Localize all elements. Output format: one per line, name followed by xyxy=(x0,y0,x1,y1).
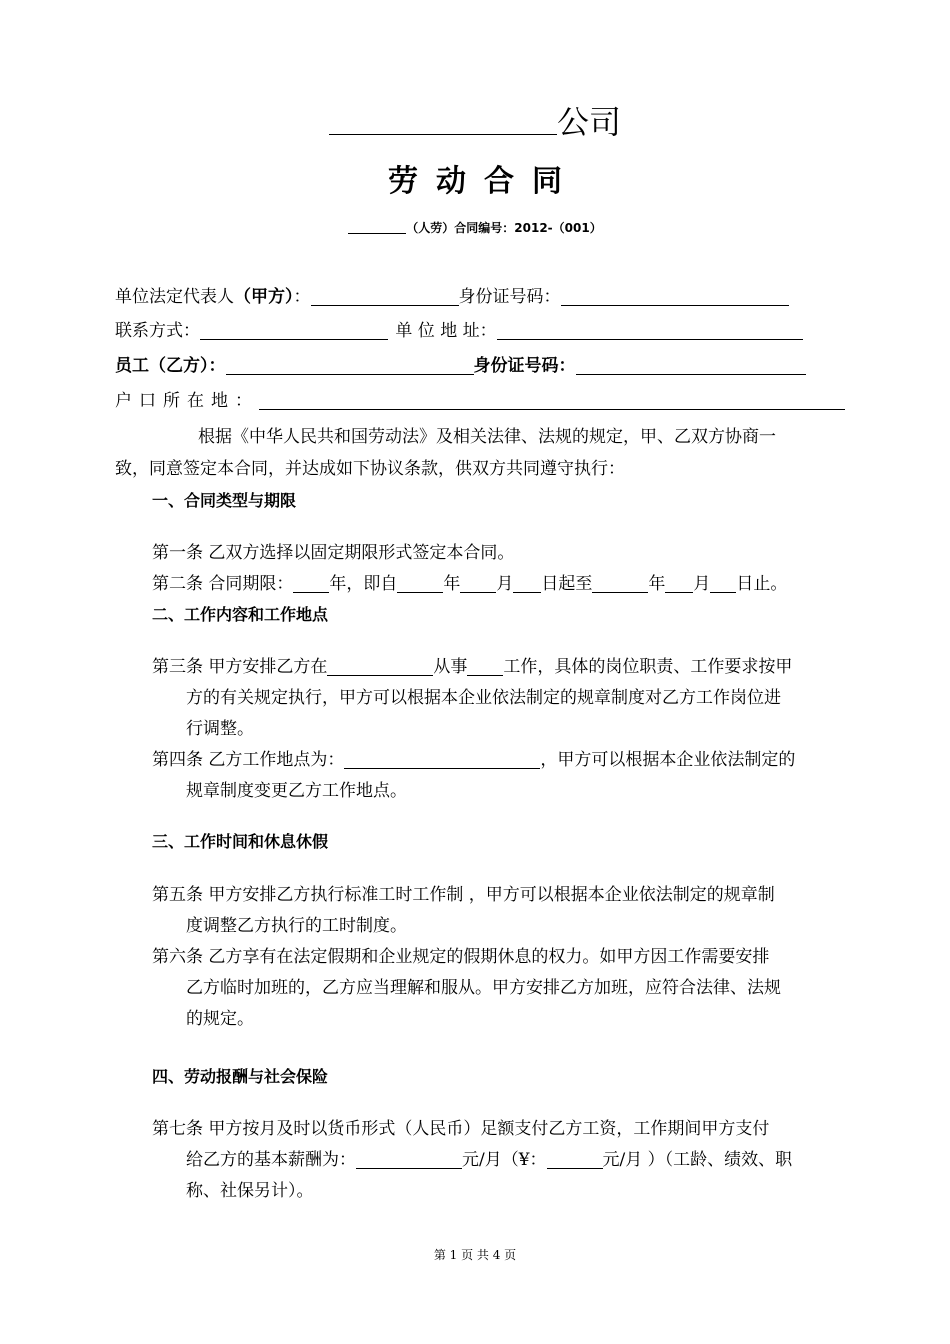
article-2-year: 年，即自 xyxy=(329,574,398,594)
company-name-line xyxy=(0,100,950,144)
employee-id-label: 身份证号码： xyxy=(473,356,576,376)
work-location-blank xyxy=(344,746,540,769)
article-3-part-3: 工作，具体的岗位职责、工作要求按甲 xyxy=(503,657,793,677)
hukou-line xyxy=(115,386,845,416)
article-2-m: 月 xyxy=(496,574,514,594)
contact-label: 联系方式： xyxy=(115,321,200,341)
hukou-blank xyxy=(259,387,845,410)
company-suffix: 公司 xyxy=(556,103,621,141)
article-7-line-2 xyxy=(186,1145,792,1175)
document-title: 劳动合同 xyxy=(388,164,580,199)
article-6-line-3: 的规定。 xyxy=(186,1009,254,1029)
rep-name-blank xyxy=(311,283,459,306)
rep-label: 单位法定代表人 xyxy=(115,287,234,307)
article-6-line-1: 第六条 乙方享有在法定假期和企业规定的假期休息的权力。如甲方因工作需要安排 xyxy=(152,947,770,967)
department-blank xyxy=(327,653,433,676)
contact-blank xyxy=(200,317,388,340)
article-4-part-2: ，甲方可以根据本企业依法制定的 xyxy=(540,750,796,770)
article-4-line-2: 规章制度变更乙方工作地点。 xyxy=(186,781,407,801)
end-year-blank xyxy=(592,570,648,593)
article-7-part-2: 元/月（¥： xyxy=(462,1150,547,1170)
section-heading-3: 三、工作时间和休息休假 xyxy=(152,832,329,851)
article-2 xyxy=(152,569,787,599)
contact-line xyxy=(115,316,803,346)
start-month-blank xyxy=(460,570,496,593)
intro-line-2: 致，同意签定本合同，并达成如下协议条款，供双方共同遵守执行： xyxy=(115,459,625,479)
article-2-y: 年 xyxy=(443,574,461,594)
rep-id-label: 身份证号码： xyxy=(458,287,561,307)
article-2-y2: 年 xyxy=(648,574,666,594)
address-blank xyxy=(497,317,803,340)
employee-id-blank xyxy=(576,352,806,375)
company-name-blank xyxy=(329,104,557,135)
contract-number-text: （人劳）合同编号：2012-（001） xyxy=(406,221,602,235)
intro-line-1: 根据《中华人民共和国劳动法》及相关法律、法规的规定，甲、乙双方协商一 xyxy=(198,427,776,447)
article-7-part-3: 元/月 ）（工龄、绩效、职 xyxy=(602,1150,793,1170)
party-b-line xyxy=(115,351,806,381)
employee-label: 员工（乙方）： xyxy=(115,356,226,376)
article-2-m2: 月 xyxy=(693,574,711,594)
address-label: 单 位 地 址： xyxy=(395,321,497,341)
article-3-line-2: 方的有关规定执行，甲方可以根据本企业依法制定的规章制度对乙方工作岗位进 xyxy=(186,688,781,708)
end-month-blank xyxy=(665,570,693,593)
section-heading-1: 一、合同类型与期限 xyxy=(152,491,297,510)
article-3-line-3: 行调整。 xyxy=(186,719,254,739)
page-footer: 第 1 页 共 4 页 xyxy=(433,1248,517,1262)
article-3-part-1: 第三条 甲方安排乙方在 xyxy=(152,657,328,677)
employee-name-blank xyxy=(226,352,474,375)
article-2-label: 第二条 合同期限： xyxy=(152,574,294,594)
article-6-line-2: 乙方临时加班的，乙方应当理解和服从。甲方安排乙方加班，应符合法律、法规 xyxy=(186,978,781,998)
salary-amount-blank xyxy=(547,1146,603,1169)
section-heading-2: 二、工作内容和工作地点 xyxy=(152,605,329,624)
salary-blank xyxy=(356,1146,462,1169)
article-5-line-1: 第五条 甲方安排乙方执行标准工时工作制 ，甲方可以根据本企业依法制定的规章制 xyxy=(152,885,775,905)
section-heading-4: 四、劳动报酬与社会保险 xyxy=(152,1067,329,1086)
article-2-from: 日起至 xyxy=(541,574,593,594)
rep-colon: ： xyxy=(293,287,311,307)
article-3-line-1 xyxy=(152,652,792,682)
rep-bold-label: （甲方） xyxy=(234,287,294,307)
job-blank xyxy=(467,653,503,676)
term-years-blank xyxy=(293,570,329,593)
article-4-part-1: 第四条 乙方工作地点为： xyxy=(152,750,345,770)
start-day-blank xyxy=(513,570,541,593)
hukou-label: 户口所在地： xyxy=(115,391,259,411)
article-5-line-2: 度调整乙方执行的工时制度。 xyxy=(186,916,407,936)
article-7-line-3: 称、社保另计）。 xyxy=(186,1181,314,1201)
rep-id-blank xyxy=(561,283,789,306)
article-3-part-2: 从事 xyxy=(433,657,468,677)
article-1: 第一条 乙双方选择以固定期限形式签定本合同。 xyxy=(152,543,515,563)
end-day-blank xyxy=(710,570,736,593)
start-year-blank xyxy=(397,570,443,593)
article-7-line-1: 第七条 甲方按月及时以货币形式（人民币）足额支付乙方工资，工作期间甲方支付 xyxy=(152,1119,770,1139)
party-a-rep-line xyxy=(115,282,789,312)
article-4-line-1 xyxy=(152,745,795,775)
contract-prefix-blank xyxy=(348,219,406,234)
article-7-part-1: 给乙方的基本薪酬为： xyxy=(186,1150,356,1170)
article-2-end: 日止。 xyxy=(736,574,788,594)
contract-number xyxy=(0,218,950,238)
